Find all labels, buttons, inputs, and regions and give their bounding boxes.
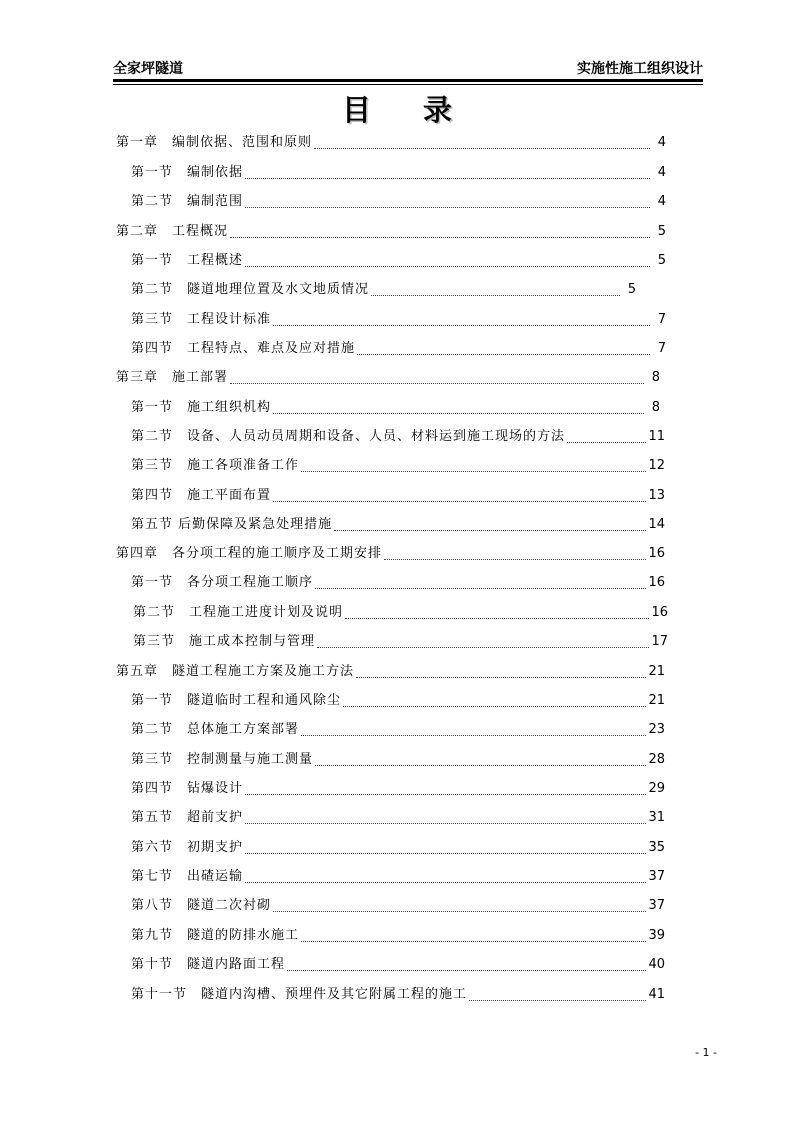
toc-entry-label: 第一节 隧道临时工程和通风除尘 (131, 693, 342, 708)
toc-entry-page: 7 (657, 312, 666, 327)
toc-entry-page: 4 (657, 165, 666, 180)
toc-entry-label: 第一节 各分项工程施工顺序 (131, 575, 314, 590)
header-document-title: 实施性施工组织设计 (577, 61, 703, 77)
toc-leader-dots (245, 265, 650, 267)
toc-entry-label: 第三节 施工各项准备工作 (131, 458, 300, 473)
toc-entry-page: 16 (648, 546, 665, 561)
toc-entry (131, 720, 665, 738)
toc-entry-page: 7 (657, 341, 666, 356)
toc-entry-page: 17 (651, 634, 668, 649)
toc-entry (116, 133, 666, 151)
toc-leader-dots (301, 734, 646, 736)
toc-entry (131, 456, 665, 474)
toc-entry-label: 第一节 施工组织机构 (131, 400, 272, 415)
toc-leader-dots (301, 940, 646, 942)
toc-entry-page: 37 (648, 869, 665, 884)
toc-leader-dots (356, 676, 646, 678)
toc-entry (131, 750, 665, 768)
toc-entry-label: 第四节 工程特点、难点及应对措施 (131, 341, 356, 356)
toc-leader-dots (317, 646, 649, 648)
toc-entry-page: 14 (648, 517, 665, 532)
toc-entry (131, 573, 665, 591)
toc-entry-page: 4 (657, 135, 666, 150)
toc-entry-page: 11 (648, 429, 665, 444)
toc-entry-page: 37 (648, 898, 665, 913)
toc-entry-label: 第三节 施工成本控制与管理 (133, 634, 316, 649)
toc-entry (116, 222, 666, 240)
toc-entry-page: 4 (657, 194, 666, 209)
toc-leader-dots (273, 910, 646, 912)
toc-entry-page: 28 (648, 752, 665, 767)
toc-leader-dots (245, 206, 650, 208)
toc-entry-label: 第三章 施工部署 (116, 370, 229, 385)
toc-entry (116, 544, 665, 562)
toc-entry-page: 21 (648, 693, 665, 708)
toc-leader-dots (245, 852, 646, 854)
toc-leader-dots (469, 999, 646, 1001)
toc-entry-label: 第七节 出碴运输 (131, 869, 244, 884)
toc-leader-dots (315, 587, 646, 589)
toc-leader-dots (343, 705, 646, 707)
toc-leader-dots (273, 324, 650, 326)
toc-entry-page: 16 (648, 575, 665, 590)
header-project-name: 全家坪隧道 (113, 61, 183, 77)
toc-entry-page: 21 (648, 664, 665, 679)
toc-entry-page: 23 (648, 722, 665, 737)
toc-entry (116, 662, 665, 680)
toc-leader-dots (273, 412, 644, 414)
toc-entry (131, 192, 666, 210)
toc-entry (131, 398, 660, 416)
toc-entry (131, 808, 665, 826)
toc-entry (131, 896, 665, 914)
toc-leader-dots (314, 147, 650, 149)
toc-entry (131, 486, 665, 504)
toc-entry (131, 779, 665, 797)
toc-entry-label: 第二节 工程施工进度计划及说明 (133, 605, 344, 620)
toc-entry-label: 第十一节 隧道内沟槽、预埋件及其它附属工程的施工 (131, 987, 468, 1002)
toc-entry (131, 985, 665, 1003)
toc-entry-page: 5 (657, 224, 666, 239)
toc-leader-dots (245, 881, 646, 883)
toc-entry (131, 926, 665, 944)
toc-leader-dots (230, 236, 650, 238)
toc-entry (131, 310, 666, 328)
toc-entry-page: 5 (627, 282, 636, 297)
toc-leader-dots (357, 353, 650, 355)
toc-entry (133, 632, 668, 650)
toc-entry (131, 251, 666, 269)
toc-entry-label: 第八节 隧道二次衬砌 (131, 898, 272, 913)
toc-entry-label: 第五章 隧道工程施工方案及施工方法 (116, 664, 355, 679)
toc-leader-dots (345, 617, 649, 619)
toc-entry-label: 第十节 隧道内路面工程 (131, 957, 286, 972)
toc-entry-label: 第一节 编制依据 (131, 165, 244, 180)
toc-entry-page: 16 (651, 605, 668, 620)
toc-leader-dots (567, 441, 646, 443)
toc-entry-label: 第二章 工程概况 (116, 224, 229, 239)
toc-entry (131, 427, 665, 445)
toc-leader-dots (384, 558, 646, 560)
toc-title: 目录 (341, 93, 504, 127)
toc-entry-page: 39 (648, 928, 665, 943)
toc-entry-page: 13 (648, 488, 665, 503)
toc-leader-dots (371, 294, 620, 296)
toc-entry-page: 31 (648, 810, 665, 825)
toc-entry (131, 339, 666, 357)
toc-entry-page: 41 (648, 987, 665, 1002)
toc-entry (131, 163, 666, 181)
toc-entry-label: 第五节 后勤保障及紧急处理措施 (131, 517, 333, 532)
toc-leader-dots (245, 793, 646, 795)
toc-entry-label: 第二节 编制范围 (131, 194, 244, 209)
toc-entry (131, 838, 665, 856)
toc-entry (131, 867, 665, 885)
toc-entry-label: 第一章 编制依据、范围和原则 (116, 135, 313, 150)
toc-entry-label: 第二节 设备、人员动员周期和设备、人员、材料运到施工现场的方法 (131, 429, 566, 444)
toc-entry (131, 955, 665, 973)
toc-entry-label: 第九节 隧道的防排水施工 (131, 928, 300, 943)
toc-entry-label: 第五节 超前支护 (131, 810, 244, 825)
toc-entry (131, 280, 636, 298)
toc-entry-label: 第四章 各分项工程的施工顺序及工期安排 (116, 546, 383, 561)
toc-leader-dots (315, 764, 646, 766)
toc-entry (131, 515, 665, 533)
toc-entry-label: 第一节 工程概述 (131, 253, 244, 268)
toc-entry (133, 603, 668, 621)
toc-leader-dots (273, 500, 646, 502)
toc-entry-page: 8 (651, 370, 660, 385)
toc-entry-label: 第二节 隧道地理位置及水文地质情况 (131, 282, 370, 297)
toc-entry-label: 第三节 工程设计标准 (131, 312, 272, 327)
toc-entry-page: 29 (648, 781, 665, 796)
toc-entry-label: 第三节 控制测量与施工测量 (131, 752, 314, 767)
toc-entry-page: 12 (648, 458, 665, 473)
toc-leader-dots (245, 177, 650, 179)
toc-leader-dots (301, 470, 646, 472)
toc-leader-dots (334, 529, 646, 531)
toc-leader-dots (287, 969, 646, 971)
toc-entry-label: 第六节 初期支护 (131, 840, 244, 855)
toc-entry (131, 691, 665, 709)
toc-entry-label: 第二节 总体施工方案部署 (131, 722, 300, 737)
toc-entry-label: 第四节 钻爆设计 (131, 781, 244, 796)
toc-entry-page: 5 (657, 253, 666, 268)
toc-entry (116, 368, 660, 386)
toc-entry-label: 第四节 施工平面布置 (131, 488, 272, 503)
page-number: - 1 - (695, 1046, 717, 1059)
toc-entry-page: 40 (648, 957, 665, 972)
toc-entry-page: 35 (648, 840, 665, 855)
toc-entry-page: 8 (651, 400, 660, 415)
toc-leader-dots (230, 382, 644, 384)
toc-leader-dots (245, 822, 646, 824)
